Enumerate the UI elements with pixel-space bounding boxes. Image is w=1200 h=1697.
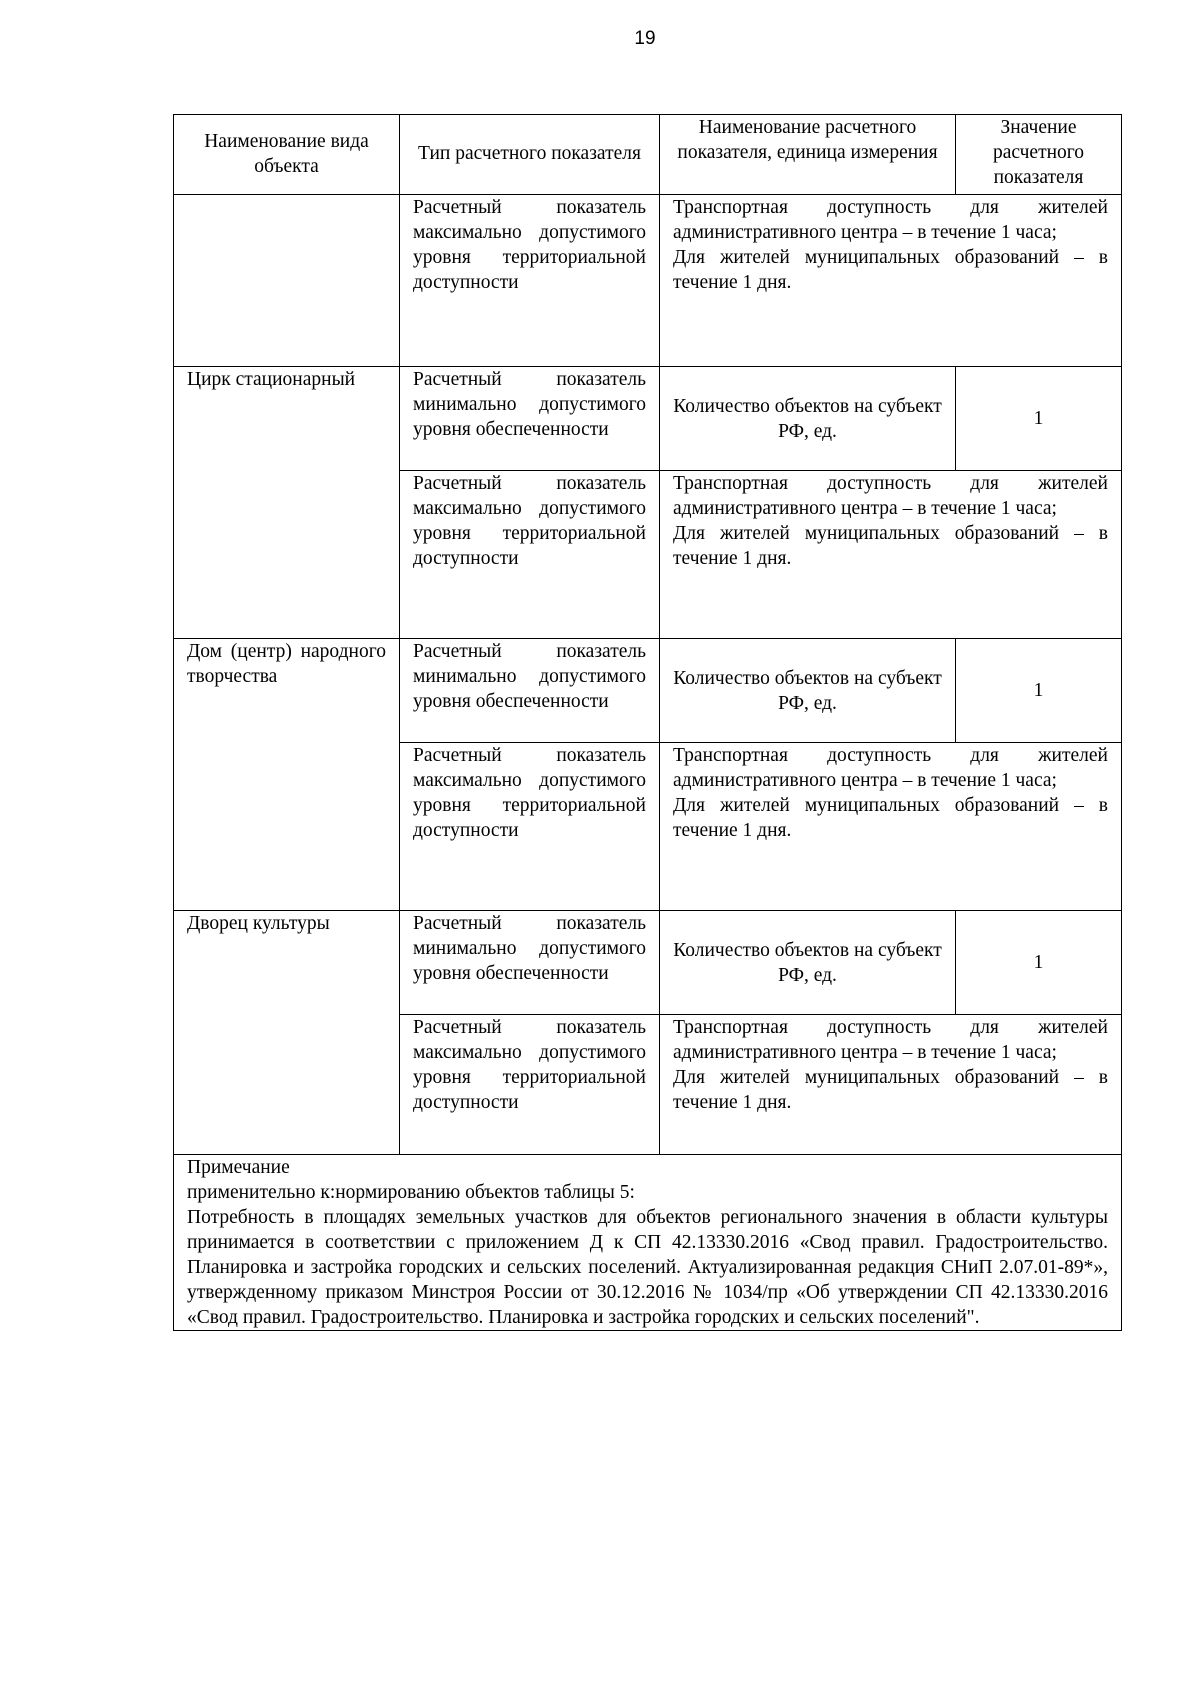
page-number: 19 bbox=[634, 28, 656, 49]
accessibility-line-1: Транспортная доступность для жителей административного центра – в течение 1 часа; bbox=[673, 745, 1108, 791]
indicator-name-cell: Количество объектов на субъект РФ, ед. bbox=[660, 911, 956, 1015]
accessibility-line-1: Транспортная доступность для жителей административного центра – в течение 1 часа; bbox=[673, 197, 1108, 243]
table-row bbox=[174, 195, 1122, 367]
header-indicator-type: Тип расчетного показателя bbox=[400, 115, 660, 195]
indicator-value-cell: 1 bbox=[956, 911, 1122, 1015]
accessibility-cell bbox=[660, 743, 1122, 911]
indicator-type-cell: Расчетный показатель максимально допустимого уровня территориальной доступности bbox=[400, 195, 660, 367]
note-text: Потребность в площадях земельных участков для объектов регионального значения в области культуры принимается в соответствии с приложением Д к СП 42.13330.2016 «Свод правил. Градостроительство. Планировка и застройка городских и сельских поселений. Актуализированная редакция СНиП 2.07.01-89*», утвержденному приказом Минстроя России от 30.12.2016 № 1034/пр «Об утверждении СП 42.13330.2016 «Свод правил. Градостроительство. Планировка и застройка городских и сельских поселений". bbox=[187, 1207, 1108, 1328]
accessibility-line-2: Для жителей муниципальных образований – в течение 1 дня. bbox=[673, 795, 1108, 841]
header-indicator-name: Наименование расчетного показателя, единица измерения bbox=[660, 115, 956, 195]
table-row bbox=[174, 367, 1122, 471]
indicator-value-cell: 1 bbox=[956, 367, 1122, 471]
indicator-type-cell: Расчетный показатель максимально допустимого уровня территориальной доступности bbox=[400, 743, 660, 911]
object-name-cell: Дом (центр) народного творчества bbox=[174, 639, 400, 911]
accessibility-line-2: Для жителей муниципальных образований – в течение 1 дня. bbox=[673, 523, 1108, 569]
accessibility-line-1: Транспортная доступность для жителей административного центра – в течение 1 часа; bbox=[673, 1017, 1108, 1063]
indicator-name-cell: Количество объектов на субъект РФ, ед. bbox=[660, 639, 956, 743]
indicator-type-cell: Расчетный показатель максимально допустимого уровня территориальной доступности bbox=[400, 471, 660, 639]
note-cell bbox=[174, 1155, 1122, 1331]
table-row bbox=[174, 911, 1122, 1015]
indicator-type-cell: Расчетный показатель минимально допустимого уровня обеспеченности bbox=[400, 367, 660, 471]
object-name-cell bbox=[174, 195, 400, 367]
accessibility-cell bbox=[660, 1015, 1122, 1155]
table-note-row bbox=[174, 1155, 1122, 1331]
indicator-name-cell: Количество объектов на субъект РФ, ед. bbox=[660, 367, 956, 471]
culture-norms-table bbox=[173, 114, 1122, 1331]
note-title: Примечание bbox=[187, 1157, 290, 1178]
accessibility-line-2: Для жителей муниципальных образований – в течение 1 дня. bbox=[673, 247, 1108, 293]
object-name-cell: Дворец культуры bbox=[174, 911, 400, 1155]
indicator-type-cell: Расчетный показатель минимально допустимого уровня обеспеченности bbox=[400, 639, 660, 743]
accessibility-line-2: Для жителей муниципальных образований – в течение 1 дня. bbox=[673, 1067, 1108, 1113]
indicator-type-cell: Расчетный показатель минимально допустимого уровня обеспеченности bbox=[400, 911, 660, 1015]
table-row bbox=[174, 639, 1122, 743]
accessibility-cell bbox=[660, 195, 1122, 367]
indicator-type-cell: Расчетный показатель максимально допустимого уровня территориальной доступности bbox=[400, 1015, 660, 1155]
header-indicator-value: Значение расчетного показателя bbox=[956, 115, 1122, 195]
note-subtitle: применительно к:нормированию объектов таблицы 5: bbox=[187, 1182, 635, 1203]
accessibility-cell bbox=[660, 471, 1122, 639]
indicator-value-cell: 1 bbox=[956, 639, 1122, 743]
table-header-row bbox=[174, 115, 1122, 195]
header-object-type: Наименование вида объекта bbox=[174, 115, 400, 195]
object-name-cell: Цирк стационарный bbox=[174, 367, 400, 639]
accessibility-line-1: Транспортная доступность для жителей административного центра – в течение 1 часа; bbox=[673, 473, 1108, 519]
